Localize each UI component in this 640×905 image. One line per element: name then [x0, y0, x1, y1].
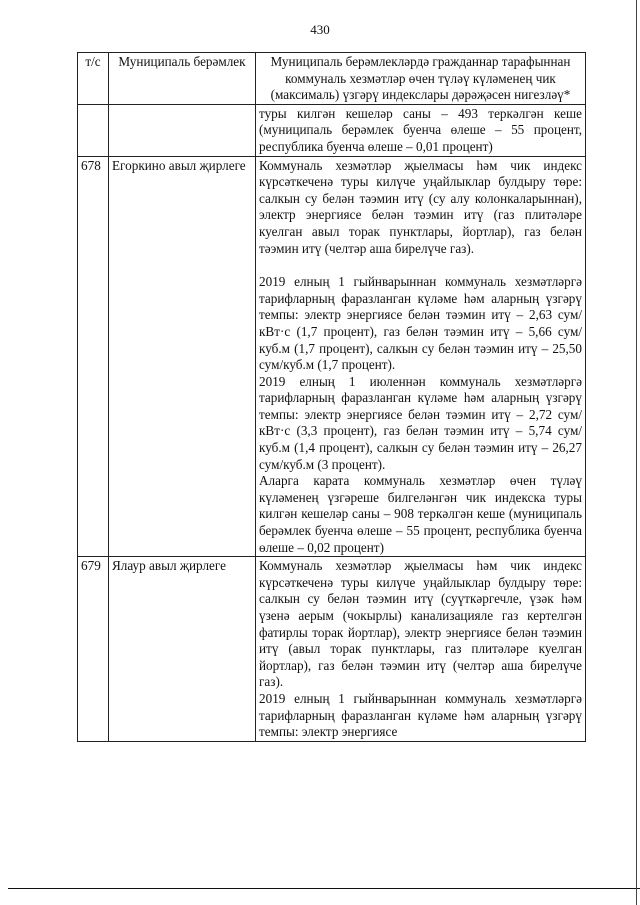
row-paragraph: Аларга карата коммуналь хезмәтләр өчен түләү күләменең үзгәреше билгеләнгән чик индекска туры килгән кешеләр саны – 908 теркәлгән кеше (муниципаль берәмлек буенча өлеше – 55 процент, республика буенча өлеше – 0,02 процент) — [259, 473, 582, 555]
header-basis: Муниципаль берәмлекләрдә гражданнар тарафыннан коммуналь хезмәтләр өчен түләү күләменең чик (максималь) үзгәрү индекслары дәрәҗәсен нигезләү* — [256, 53, 586, 105]
row-paragraph: 2019 елның 1 гыйнварыннан коммуналь хезмәтләргә тарифларның фаразланган күләме һәм аларның үзгәрү темпы: электр энергиясе белән тәэмин итү – 2,63 сум/кВт·с (1,7 процент), газ белән тәэмин итү – 5,66 сум/куб.м (1,7 процент), салкын су белән тәэмин итү – 25,50 сум/куб.м (1,7 процент). — [259, 274, 582, 373]
row-paragraph: 2019 елның 1 июленнән коммуналь хезмәтләргә тарифларның фаразланган күләме һәм аларның үзгәрү темпы: электр энергиясе белән тәэмин итү – 2,72 сум/кВт·с (3,3 процент), газ белән тәэмин итү – 5,74 сум/куб.м (1,4 процент), салкын су белән тәэмин итү – 26,27 сум/куб.м (3 процент). — [259, 373, 582, 472]
row-paragraph: Коммуналь хезмәтләр җыелмасы һәм чик индекс күрсәткеченә туры килүче уңайлыклар булдыру төре: салкын су белән тәэмин итү (су алу колонкаларыннан), электр энергиясе белән тәэмин итү (газ плитәләре куелган авыл торак пунктлары, йортлар), газ белән тәэмин итү (челтәр аша бирелүче газ). — [259, 157, 582, 256]
header-num: т/с — [78, 53, 109, 105]
table-row — [78, 156, 586, 557]
table-header-row — [78, 53, 586, 105]
row-municipality — [109, 104, 256, 156]
scan-right-edge — [636, 0, 637, 905]
row-paragraph: Коммуналь хезмәтләр җыелмасы һәм чик индекс күрсәткеченә туры килүче уңайлыклар булдыру төре: салкын су белән тәэмин итү (суүткәргечле, үзәк һәм үзенә аерым (чокырлы) канализацияле газ кертелгән фатирлы торак йортлар), электр энергиясе белән тәэмин итү (авыл торак пунктлары, газ плитәләре куелган йортлар), газ белән тәэмин итү (челтәр аша бирелүче газ). — [259, 558, 582, 690]
row-basis — [256, 156, 586, 557]
scan-bottom-edge — [8, 888, 640, 889]
row-basis — [256, 104, 586, 156]
row-municipality: Егоркино авыл җирлеге — [109, 156, 256, 557]
header-municipality: Муниципаль берәмлек — [109, 53, 256, 105]
row-basis — [256, 557, 586, 742]
row-paragraph: 2019 елның 1 гыйнварыннан коммуналь хезмәтләргә тарифларның фаразланган күләме һәм аларның үзгәрү темпы: электр энергиясе — [259, 690, 582, 740]
tariff-table — [77, 52, 586, 742]
row-number: 679 — [78, 557, 109, 742]
row-number: 678 — [78, 156, 109, 557]
row-municipality: Ялаур авыл җирлеге — [109, 557, 256, 742]
page-number: 430 — [310, 22, 330, 37]
table-row — [78, 104, 586, 156]
row-number — [78, 104, 109, 156]
row-paragraph: туры килгән кешеләр саны – 493 теркәлгән кеше (муниципаль берәмлек буенча өлеше – 55 процент, республика буенча өлеше – 0,01 процент) — [259, 105, 582, 154]
table-row — [78, 557, 586, 742]
